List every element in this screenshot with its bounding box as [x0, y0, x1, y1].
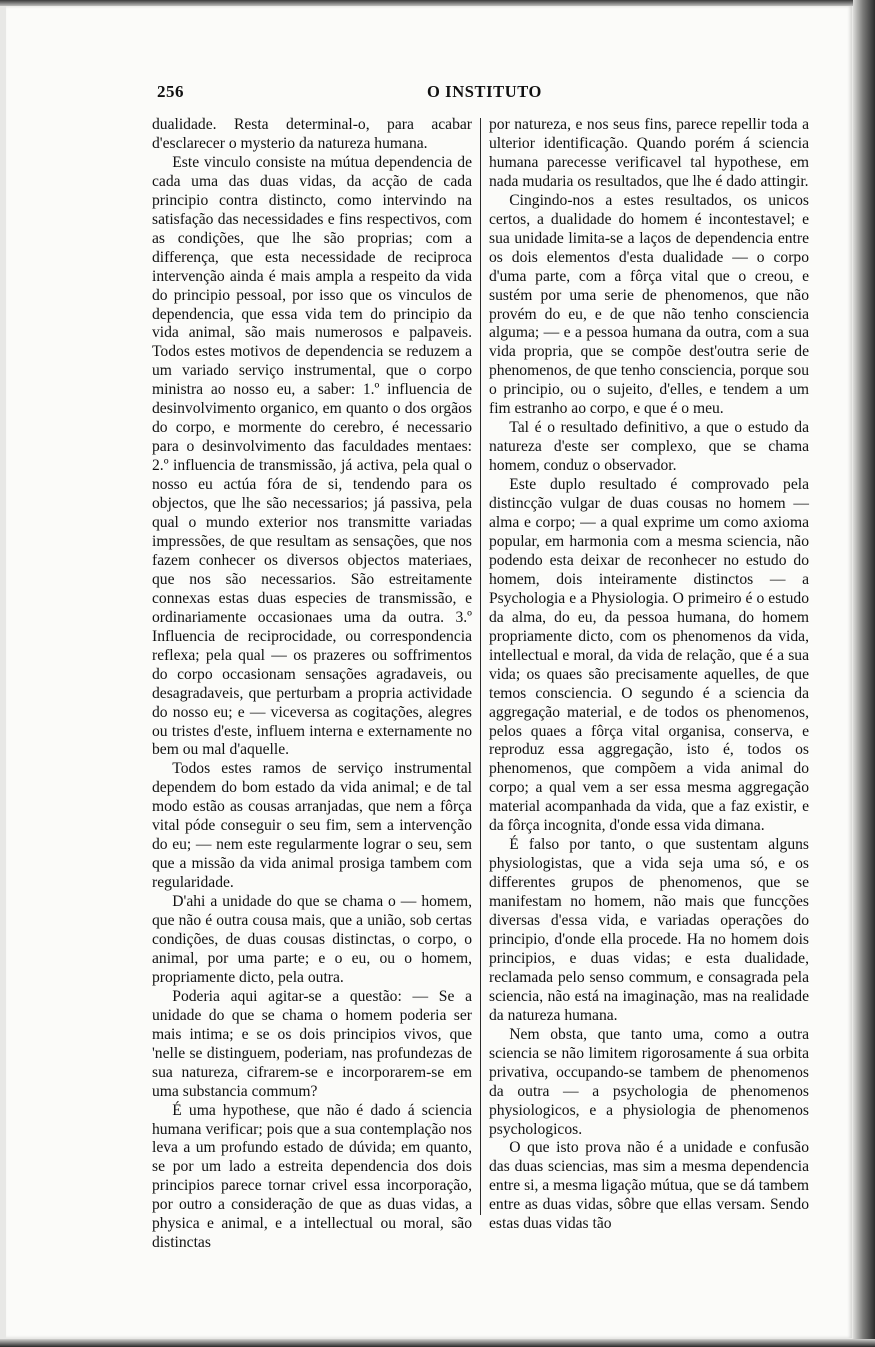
paragraph: É falso por tanto, o que sustentam alguns physiologistas, que a vida seja uma só, e os differentes grupos de phenomenos, que se manifestam no homem, não mais que funcções diversas d'essa vida, e variadas operações do principio, d'onde ella procede. Ha no homem dois principios, e duas vidas; e esta dualidade, reclamada pelo senso commum, e consagrada pela sciencia, não está na imaginação, mas na realidade da natureza humana. [489, 836, 809, 1024]
paragraph: Este vinculo consiste na mútua dependencia de cada uma das duas vidas, da acção de cada principio contra distincto, como intervindo na satisfação das necessidades e fins respectivos, com as condições, que lhe são proprias; com a differença, que esta necessidade de reciproca intervenção ainda é mais ampla a respeito da vida do principio pessoal, por isso que os vinculos de dependencia, que essa vida tem do principio da vida animal, são mais numerosos e palpaveis. Todos estes motivos de dependencia se reduzem a um variado serviço instrumental, que o corpo ministra ao nosso eu, a saber: 1.º influencia de desinvolvimento organico, em quanto o dos orgãos do corpo, e mormente do cerebro, é necessario para o desinvolvimento das faculdades mentaes: 2.º influencia de transmissão, já activa, pela qual o nosso eu actúa fóra de si, tendendo para os objectos, que lhe são necessarios; já passiva, pela qual o mundo exterior nos transmitte variadas impressões, de que resultam as sensações, que nos fazem conhecer os diversos objectos materiaes, que nos são necessarios. São estreitamente connexas estas duas especies de transmissão, e ordinariamente occasionaes uma da outra. 3.º Influencia de reciprocidade, ou correspondencia reflexa; pela qual — os prazeres ou soffrimentos do corpo occasionam sensações agradaveis, ou desagradaveis, que perturbam a propria actividade do nosso eu; e — viceversa as cogitações, alegres ou tristes d'este, influem interna e externamente no bem ou mal d'aquelle. [152, 153, 472, 759]
paragraph: Nem obsta, que tanto uma, como a outra sciencia se não limitem rigorosamente á sua orbita privativa, occupando-se tambem de phenomenos da outra — a psychologia de phenomenos physiologicos, e a physiologia de phenomenos psychologicos. [489, 1025, 809, 1138]
paragraph: Este duplo resultado é comprovado pela distincção vulgar de duas cousas no homem — alma e corpo; — a qual exprime um como axioma popular, em harmonia com a mesma sciencia, não podendo esta deixar de reconhecer no estudo do homem, dois inteiramente distinctos — a Psychologia e a Physiologia. O primeiro é o estudo da alma, do eu, da pessoa humana, do homem propriamente dicto, com os phenomenos da vida, intellectual e moral, da vida de relação, que é a sua vida; os quaes são precisamente aquelles, de que temos consciencia. O segundo é a sciencia da aggregação material, e de todos os phenomenos, pelos quaes a fôrça vital organisa, conserva, e reproduz essa aggregação, isto é, todos os phenomenos, que compõem a vida animal do corpo; a qual vem a ser essa mesma aggregação material acompanhada da vida, que a faz existir, e da fôrça incognita, d'onde essa vida dimana. [489, 476, 809, 835]
paragraph: D'ahi a unidade do que se chama o — homem, que não é outra cousa mais, que a união, sob certas condições, de duas cousas distinctas, o corpo, o animal, por uma parte; e o eu, ou o homem, propriamente dicto, pela outra. [152, 893, 472, 986]
paragraph: dualidade. Resta determinal-o, para acabar d'esclarecer o mysterio da natureza humana. [152, 116, 472, 152]
paragraph: Poderia aqui agitar-se a questão: — Se a unidade do que se chama o homem poderia ser mais intima; e se os dois principios vivos, que 'nelle se distinguem, poderiam, nas profundezas de sua natureza, cifrarem-se e incorporarem-se em uma substancia commum? [152, 987, 472, 1100]
paragraph: Tal é o resultado definitivo, a que o estudo da natureza d'este ser complexo, que se chama homem, conduz o observador. [489, 419, 809, 475]
right-column [489, 116, 809, 1233]
paragraph: O que isto prova não é a unidade e confusão das duas sciencias, mas sim a mesma dependencia entre si, a mesma ligação mútua, que se dá tambem entre as duas vidas, sôbre que ellas versam. Sendo estas duas vidas tão [489, 1139, 809, 1233]
scan-edge-right [853, 0, 875, 1347]
paragraph: Todos estes ramos de serviço instrumental dependem do bom estado da vida animal; e de tal modo estão as cousas arranjadas, que nem a fôrça vital póde conseguir o seu fim, sem a intervenção do eu; — nem este regularmente lograr o seu, sem que a missão da vida animal prosiga tambem com regularidade. [152, 760, 472, 892]
paragraph: Cingindo-nos a estes resultados, os unicos certos, a dualidade do homem é incontestavel; e sua unidade limita-se a laços de dependencia entre os dois elementos d'esta dualidade — o corpo d'uma parte, com a fôrça vital que o creou, e sustém por uma serie de phenomenos, que não provém do eu, e de que não tenho consciencia alguma; — e a pessoa humana da outra, com a sua vida propria, que se compõe dest'outra serie de phenomenos, de que tenho consciencia, porque sou o principio, ou o sujeito, d'elles, e tendem a um fim estranho ao corpo, e que é o meu. [489, 191, 809, 418]
journal-title: O INSTITUTO [427, 82, 542, 101]
paragraph: É uma hypothese, que não é dado á sciencia humana verificar; pois que a sua contemplação nos leva a um profundo estado de dúvida; em quanto, se por um lado a estreita dependencia dos dois principios parece tornar crivel essa incorporação, por outro a consideração de que as duas vidas, a physica e animal, e a intellectual ou moral, são distinctas [152, 1101, 472, 1252]
page-number: 256 [157, 82, 184, 101]
left-column [152, 116, 472, 1252]
scan-edge-bottom [0, 1339, 875, 1347]
column-divider [480, 118, 481, 1215]
running-head [157, 82, 812, 104]
paragraph: por natureza, e nos seus fins, parece repellir toda a ulterior identificação. Quando porém á sciencia humana parecesse verificavel tal hypothese, em nada mudaria os resultados, que lhe é dado attingir. [489, 116, 809, 190]
